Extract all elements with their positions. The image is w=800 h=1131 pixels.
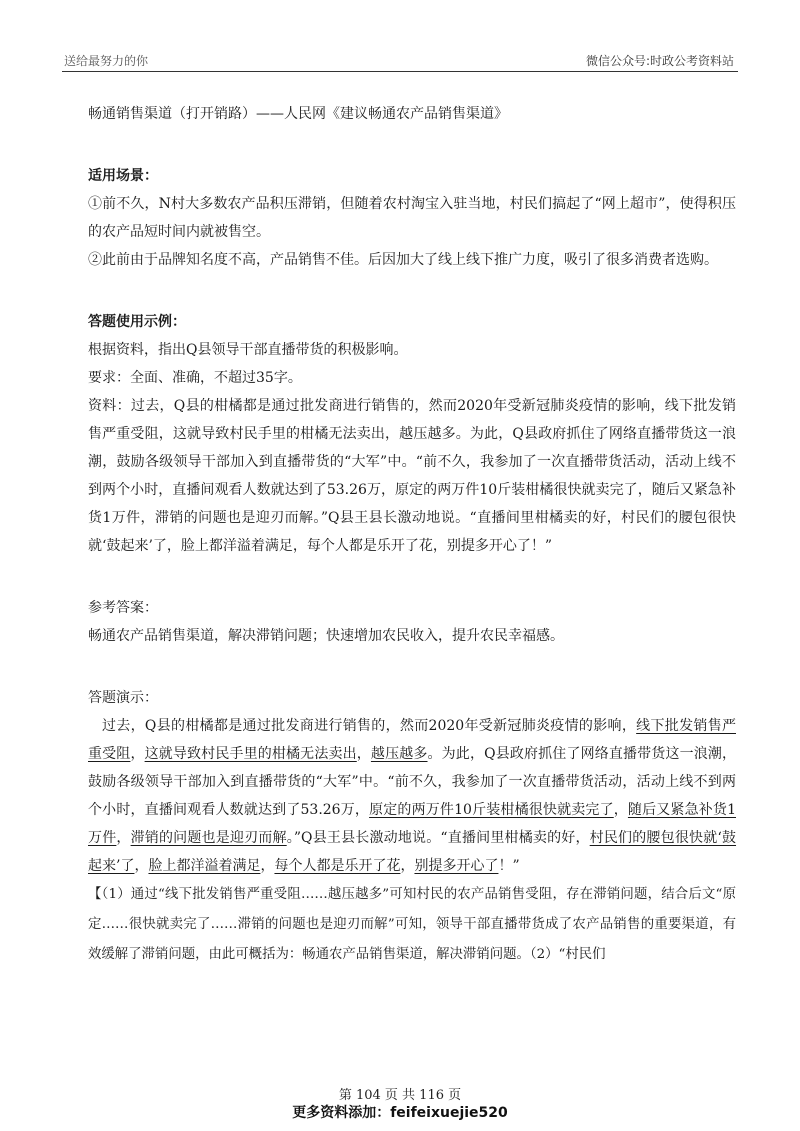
demo-paragraph: [88, 712, 736, 880]
underlined-phrase: 越压越多: [370, 746, 428, 762]
header-left-text: 送给最努力的你: [64, 54, 149, 68]
demo-heading: 答题演示：: [88, 690, 158, 706]
demo-text-segment: ，: [134, 858, 149, 874]
demo-text-segment: ，: [613, 802, 628, 818]
underlined-phrase: 村民们的腰包很快就‘鼓起来’了: [88, 830, 737, 874]
section-title: 畅通销售渠道（打开销路）——人民网《建议畅通农产品销售渠道》: [88, 106, 508, 122]
scenario-item-1: ①前不久，N村大多数农产品积压滞销，但随着农村淘宝入驻当地，村民们搞起了“网上超市”，使得积压的农产品短时间内就被售空。: [88, 196, 736, 240]
demo-text-segment: ，: [260, 858, 275, 874]
underlined-phrase: 随后又紧急补货1万件: [88, 802, 736, 846]
header-right-text: 微信公众号:时政公考资料站: [585, 54, 734, 68]
page-number: 第 104 页 共 116 页: [338, 1088, 462, 1103]
underlined-phrase: 滞销的问题也是迎刃而解: [130, 830, 287, 846]
example-material: 资料：过去，Q县的柑橘都是通过批发商进行销售的，然而2020年受新冠肺炎疫情的影响，线下批发销售严重受阻，这就导致村民手里的柑橘无法卖出，越压越多。为此，Q县政府抓住了网络直播带货这一浪潮，鼓励各级领导干部加入到直播带货的“大军”中。“前不久，我参加了一次直播带货活动，活动上线不到两个小时，直播间观看人数就达到了53.26万，原定的两万件10斤装柑橘很快就卖完了，随后又紧急补货1万件，滞销的问题也是迎刃而解。”Q县王县长激动地说。“直播间里柑橘卖的好，村民们的腰包很快就‘鼓起来’了，脸上都洋溢着满足，每个人都是乐开了花，别提多开心了！”: [88, 398, 736, 554]
example-requirement: 要求：全面、准确，不超过35字。: [88, 370, 302, 386]
demo-text-segment: 。为此，Q县政府抓住了网络直播带货这一浪潮，鼓励各级领导干部加入到直播带货的“大军”中。“前不久，我参加了一次直播带货活动，活动上线不到两个小时，直播间观看人数就达到了53.26万，: [88, 746, 737, 818]
underlined-phrase: 别提多开心了: [414, 858, 499, 874]
underlined-phrase: 原定的两万件10斤装柑橘很快就卖完了: [369, 802, 614, 818]
demo-text-segment: ，: [400, 858, 415, 874]
demo-analysis: 【（1）通过“线下批发销售严重受阻……越压越多”可知村民的农产品销售受阻，存在滞销问题，结合后文“原定……很快就卖完了……滞销的问题也是迎刃而解”可知，领导干部直播带货成了农产品销售的重要渠道，有效缓解了滞销问题，由此可概括为：畅通农产品销售渠道，解决滞销问题。（2）“村民们: [88, 887, 736, 962]
scenarios-heading: 适用场景：: [88, 168, 158, 184]
underlined-phrase: 脸上都洋溢着满足: [148, 858, 261, 874]
scenario-item-2: ②此前由于品牌知名度不高，产品销售不佳。后因加大了线上线下推广力度，吸引了很多消费者选购。: [88, 252, 718, 268]
header-divider: [62, 71, 738, 72]
underlined-phrase: 线下批发销售严重受阻: [88, 718, 736, 762]
demo-text-segment: 。”Q县王县长激动地说。“直播间里柑橘卖的好，: [286, 830, 590, 846]
page-header: [0, 0, 800, 72]
demo-text-segment: 过去，Q县的柑橘都是通过批发商进行销售的，然而2020年受新冠肺炎疫情的影响，: [102, 718, 637, 734]
demo-text-segment: ，: [130, 746, 145, 762]
example-heading: 答题使用示例：: [88, 314, 186, 330]
underlined-phrase: 这就导致村民手里的柑橘无法卖出: [144, 746, 357, 762]
document-body: [88, 100, 736, 970]
answer-text: 畅通农产品销售渠道，解决滞销问题；快速增加农民收入，提升农民幸福感。: [88, 628, 564, 644]
demo-text-segment: ，: [116, 830, 131, 846]
underlined-phrase: 每个人都是乐开了花: [274, 858, 401, 874]
answer-heading: 参考答案：: [88, 600, 158, 616]
demo-text-segment: ！”: [498, 858, 520, 874]
example-task: 根据资料，指出Q县领导干部直播带货的积极影响。: [88, 342, 408, 358]
demo-text-segment: ，: [356, 746, 371, 762]
footer-contact: 更多资料添加：feifeixuejie520: [292, 1105, 508, 1121]
